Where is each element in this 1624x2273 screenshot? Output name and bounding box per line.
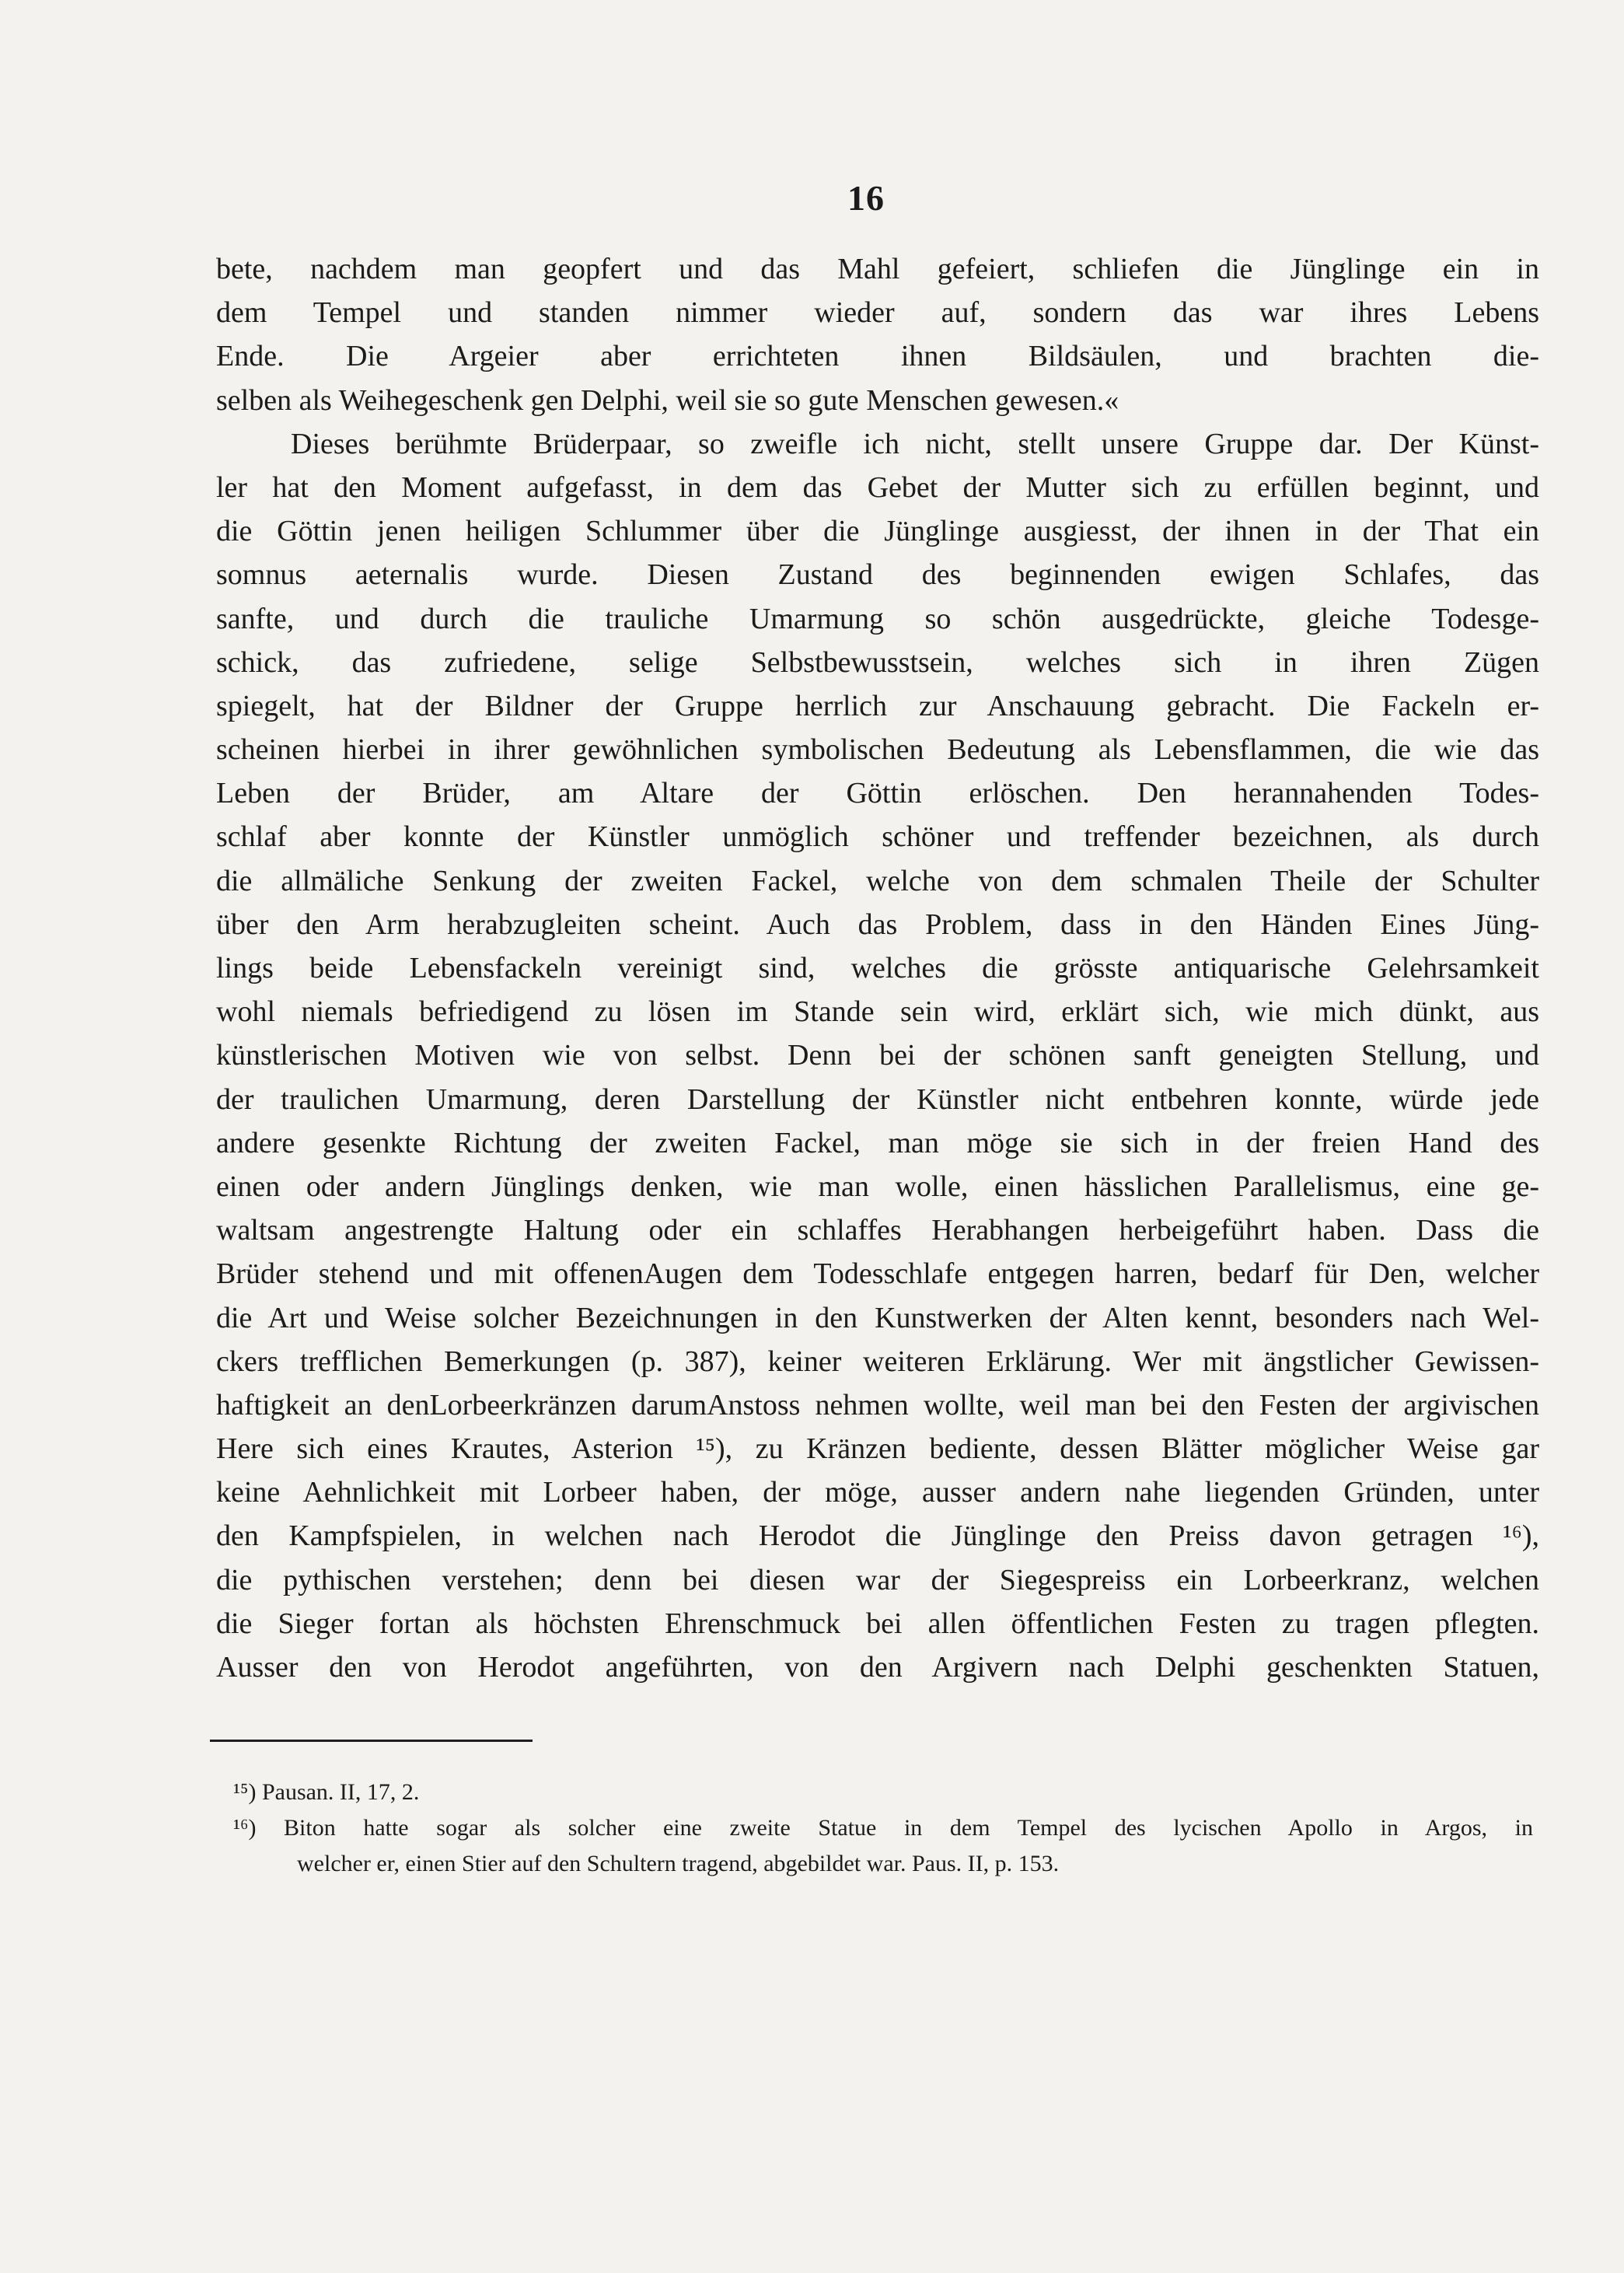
text-line: dem Tempel und standen nimmer wieder auf, sondern das war ihres Lebens: [216, 296, 1539, 330]
text-line: Brüder stehend und mit offenenAugen dem Todesschlafe entgegen harren, bedarf für Den, welcher: [216, 1257, 1539, 1291]
text-line: ckers trefflichen Bemerkungen (p. 387), keiner weiteren Erklärung. Wer mit ängstlicher Gewissen-: [216, 1345, 1539, 1378]
text-line: künstlerischen Motiven wie von selbst. Denn bei der schönen sanft geneigten Stellung, und: [216, 1039, 1539, 1072]
text-line: schick, das zufriedene, selige Selbstbewusstsein, welches sich in ihren Zügen: [216, 645, 1539, 679]
text-line: wohl niemals befriedigend zu lösen im Stande sein wird, erklärt sich, wie mich dünkt, aus: [216, 995, 1539, 1029]
footnote-16-continuation: welcher er, einen Stier auf den Schultern tragend, abgebildet war. Paus. II, p. 153.: [297, 1851, 1060, 1876]
text-line: spiegelt, hat der Bildner der Gruppe herrlich zur Anschauung gebracht. Die Fackeln er-: [216, 689, 1539, 722]
text-line: keine Aehnlichkeit mit Lorbeer haben, der möge, ausser andern nahe liegenden Gründen, unter: [216, 1476, 1539, 1509]
text-line: den Kampfspielen, in welchen nach Herodot die Jünglinge den Preiss davon getragen ¹⁶),: [216, 1519, 1539, 1553]
text-line: schlaf aber konnte der Künstler unmöglich schöner und treffender bezeichnen, als durch: [216, 820, 1539, 854]
footnote-15: ¹⁵) Pausan. II, 17, 2.: [233, 1779, 420, 1805]
text-line: bete, nachdem man geopfert und das Mahl gefeiert, schliefen die Jünglinge ein in: [216, 253, 1539, 285]
text-line: die Sieger fortan als höchsten Ehrenschmuck bei allen öffentlichen Festen zu tragen pflegten.: [216, 1607, 1539, 1640]
footnotes: [233, 1775, 1533, 1882]
text-line: die Art und Weise solcher Bezeichnungen in den Kunstwerken der Alten kennt, besonders nach Wel-: [216, 1301, 1539, 1334]
text-line: die pythischen verstehen; denn bei diesen war der Siegespreiss ein Lorbeerkranz, welchen: [216, 1563, 1539, 1596]
text-line: sanfte, und durch die trauliche Umarmung so schön ausgedrückte, gleiche Todesge-: [216, 602, 1539, 635]
text-line: haftigkeit an denLorbeerkränzen darumAnstoss nehmen wollte, weil man bei den Festen der argivischen: [216, 1388, 1539, 1421]
footnote-divider: [210, 1740, 533, 1742]
text-line: waltsam angestrengte Haltung oder ein schlaffes Herabhangen herbeigeführt haben. Dass die: [216, 1214, 1539, 1247]
text-line: Dieses berühmte Brüderpaar, so zweifle ich nicht, stellt unsere Gruppe dar. Der Künst-: [291, 427, 1539, 460]
text-line: die Göttin jenen heiligen Schlummer über die Jünglinge ausgiesst, der ihnen in der That ein: [216, 515, 1539, 548]
text-line: somnus aeternalis wurde. Diesen Zustand des beginnenden ewigen Schlafes, das: [216, 558, 1539, 592]
text-line: scheinen hierbei in ihrer gewöhnlichen symbolischen Bedeutung als Lebensflammen, die wie das: [216, 733, 1539, 767]
text-line: Ausser den von Herodot angeführten, von den Argivern nach Delphi geschenkten Statuen,: [216, 1651, 1539, 1684]
text-line: Here sich eines Krautes, Asterion ¹⁵), zu Kränzen bediente, dessen Blätter möglicher Weise gar: [216, 1432, 1539, 1466]
text-line: andere gesenkte Richtung der zweiten Fackel, man möge sie sich in der freien Hand des: [216, 1126, 1539, 1159]
page-number: 16: [847, 178, 885, 218]
text-line: einen oder andern Jünglings denken, wie man wolle, einen hässlichen Parallelismus, eine ge-: [216, 1170, 1539, 1203]
text-line: die allmäliche Senkung der zweiten Fackel, welche von dem schmalen Theile der Schulter: [216, 864, 1539, 897]
text-line: selben als Weihegeschenk gen Delphi, weil sie so gute Menschen gewesen.«: [216, 383, 1119, 417]
text-line: über den Arm herabzugleiten scheint. Auch das Problem, dass in den Händen Eines Jüng-: [216, 907, 1539, 941]
text-line: Ende. Die Argeier aber errichteten ihnen Bildsäulen, und brachten die-: [216, 340, 1539, 373]
text-line: Leben der Brüder, am Altare der Göttin erlöschen. Den herannahenden Todes-: [216, 777, 1539, 810]
footnote-16: ¹⁶) Biton hatte sogar als solcher eine zweite Statue in dem Tempel des lycischen Apollo in Argos, in: [233, 1815, 1533, 1841]
body-text: [216, 247, 1539, 1689]
text-line: der traulichen Umarmung, deren Darstellung der Künstler nicht entbehren konnte, würde jede: [216, 1082, 1539, 1116]
text-line: lings beide Lebensfackeln vereinigt sind, welches die grösste antiquarische Gelehrsamkeit: [216, 952, 1539, 984]
text-line: ler hat den Moment aufgefasst, in dem das Gebet der Mutter sich zu erfüllen beginnt, und: [216, 470, 1539, 504]
